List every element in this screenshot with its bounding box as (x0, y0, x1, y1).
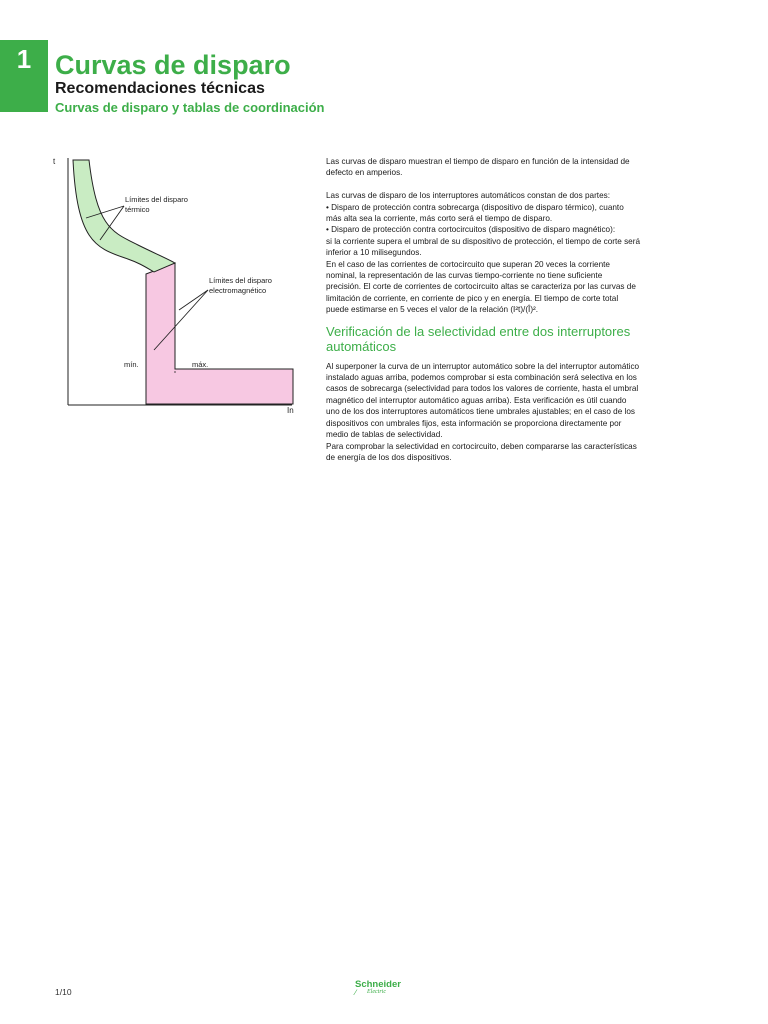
text-line: uno de los dos interruptores automáticos tiene umbrales ajustables; en el caso de los (326, 407, 636, 417)
text-line: defecto en amperios. (326, 168, 403, 178)
paragraph-intro (326, 156, 716, 179)
schneider-electric-logo (355, 979, 415, 1001)
min-label: mín. (124, 360, 139, 369)
section-title-line: automáticos (326, 338, 397, 354)
logo-name: Schneider (355, 979, 401, 990)
text-line: • Disparo de protección contra sobrecarga (dispositivo de disparo térmico), cuanto (326, 202, 624, 212)
text-line: Las curvas de disparo de los interruptores automáticos constan de dos partes: (326, 191, 610, 201)
page-subheading: Curvas de disparo y tablas de coordinación (55, 100, 325, 115)
text-line: precisión. El corte de corrientes de cortocircuito altas se caracteriza por las curvas de (326, 282, 636, 292)
paragraph-selectivity (326, 361, 716, 464)
section-title-line: Verificación de la selectividad entre dos interruptores (326, 323, 631, 339)
logo-sub: Electric (367, 989, 386, 995)
page-number: 1/10 (55, 987, 72, 997)
leader-line (179, 290, 208, 310)
page-subtitle: Recomendaciones técnicas (55, 80, 265, 97)
logo-swoosh-icon: ∕ (355, 988, 357, 997)
page-title: Curvas de disparo (55, 50, 291, 80)
text-line: más alta sea la corriente, más corto será el tiempo de disparo. (326, 214, 553, 224)
text-line: puede estimarse en 5 veces el valor de la relación (I²t)/(Î)². (326, 305, 539, 315)
magnetic-limit-label: electromagnético (209, 286, 267, 295)
thermal-trip-band (73, 160, 175, 272)
text-line: si la corriente supera el umbral de su dispositivo de protección, el tiempo de corte será (326, 236, 641, 246)
max-label: máx. (192, 360, 209, 369)
text-line: En el caso de las corrientes de cortocircuito que superan 20 veces la corriente (326, 259, 610, 269)
text-line: nominal, la representación de las curvas tiempo-corriente no tiene suficiente (326, 271, 603, 281)
text-line: casos de sobrecarga (selectividad para todos los valores de corriente, hasta el umbral (326, 384, 639, 394)
text-line: medio de tablas de selectividad. (326, 430, 443, 440)
axis-label-t: t (53, 157, 56, 166)
text-line: instalado aguas arriba, podemos comprobar si esta combinación será selectiva en los (326, 373, 637, 383)
text-line: Al superponer la curva de un interruptor automático sobre la del interruptor automático (326, 361, 640, 371)
axis-label-in: In (287, 406, 294, 415)
text-line: inferior a 10 milisegundos. (326, 248, 422, 258)
text-line: dispositivos con umbrales fijos, esta información se proporciona directamente por (326, 418, 622, 428)
thermal-limit-label: térmico (125, 205, 150, 214)
text-line: Las curvas de disparo muestran el tiempo de disparo en función de la intensidad de (326, 157, 630, 166)
text-line: de energía de los dos dispositivos. (326, 452, 452, 462)
paragraph-trip-parts (326, 190, 716, 315)
chapter-number-tab: 1 (0, 40, 48, 112)
thermal-limit-label: Límites del disparo (125, 195, 188, 204)
body-text (326, 156, 716, 463)
magnetic-limit-label: Límites del disparo (209, 276, 272, 285)
text-line: • Disparo de protección contra cortocircuitos (dispositivo de disparo magnético): (326, 225, 616, 235)
text-line: limitación de corriente, en corriente de pico y en energía. El tiempo de corte total (326, 293, 619, 303)
text-line: magnético del interruptor automático aguas arriba). Esta verificación es útil cuando (326, 395, 627, 405)
trip-curve-diagram (40, 150, 305, 420)
section-title-selectivity (326, 324, 716, 354)
text-line: Para comprobar la selectividad en cortocircuito, deben compararse las características (326, 441, 637, 451)
